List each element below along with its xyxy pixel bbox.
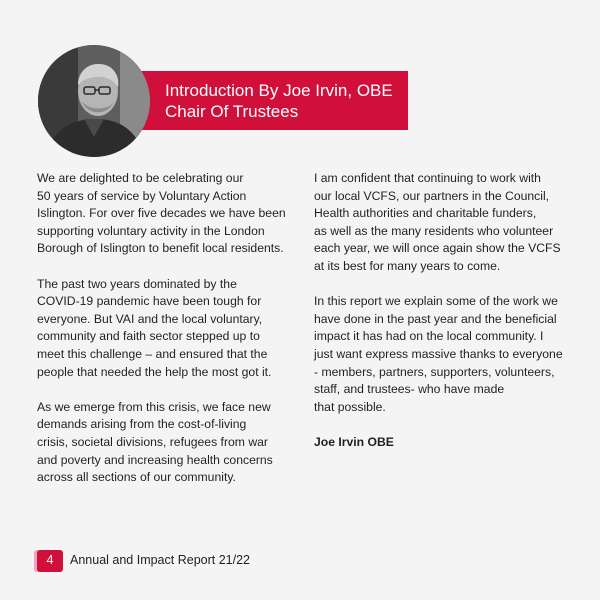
report-title: Annual and Impact Report 21/22 [70,553,250,567]
paragraph: I am confident that continuing to work with our local VCFS, our partners in the Council, Health authorities and charitable funders, as well as the many residents who volunteer each year, we will once again show the VCFS at its best for many years to come. [314,171,561,273]
portrait-photo [38,45,150,157]
paragraph: As we emerge from this crisis, we face new demands arising from the cost-of-living crisis, societal divisions, refugees from war and poverty and increasing health concerns across all sections of our community. [37,399,273,485]
signature: Joe Irvin OBE [314,434,394,449]
portrait-illustration [38,45,150,157]
paragraph: In this report we explain some of the work we have done in the past year and the beneficial impact it has had on the local community. I just want express massive thanks to everyone - members, partners, supporters, volunteers, staff, and trustees- who have made that possible. [314,294,563,414]
page-number: 4 [46,553,54,567]
title-line-2: Chair Of Trustees [165,102,299,121]
title-line-1: Introduction By Joe Irvin, OBE [165,81,393,100]
left-column [37,170,299,504]
paragraph: We are delighted to be celebrating our 50 years of service by Voluntary Action Islington. For over five decades we have been supporting voluntary activity in the London Borough of Islington to benefit local residents. [37,171,286,256]
paragraph: The past two years dominated by the COVID-19 pandemic have been tough for everyone. But VAI and the local voluntary, community and faith sector stepped up to meet this challenge – and ensured that the people that needed the help the most got it. [37,276,272,379]
right-column [314,170,576,469]
page-title [165,80,393,122]
